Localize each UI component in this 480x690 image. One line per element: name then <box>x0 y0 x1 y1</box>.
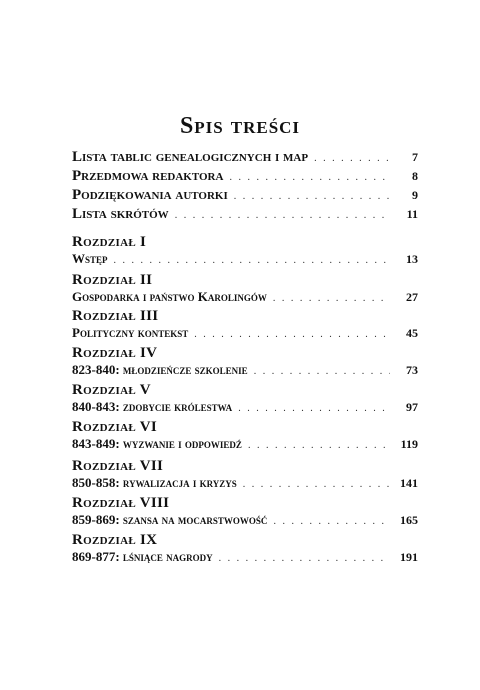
chapter-entry-label: 869-877: lśniące nagrody <box>72 549 213 564</box>
chapter-entry <box>72 289 418 307</box>
leader-dots <box>273 516 390 527</box>
chapter-entry-label: 850-858: rywalizacja i kryzys <box>72 475 237 490</box>
toc-entry <box>72 187 418 205</box>
chapter-heading: Rozdział VI <box>72 419 158 435</box>
chapter-entry-label: Wstęp <box>72 251 108 266</box>
leader-dots <box>238 403 390 414</box>
chapter-entry-page: 27 <box>406 290 418 304</box>
toc-entry <box>72 168 418 186</box>
toc-entry-page: 9 <box>412 188 418 202</box>
chapter-heading: Rozdział VII <box>72 458 164 474</box>
leader-dots <box>248 440 390 451</box>
chapter-heading: Rozdział III <box>72 308 159 324</box>
chapter-entry-label: 843-849: wyzwanie i odpowiedź <box>72 436 242 451</box>
chapter-entry <box>72 325 418 343</box>
toc-entry-page: 8 <box>412 169 418 183</box>
leader-dots <box>314 153 390 164</box>
chapter-entry-page: 119 <box>400 437 418 451</box>
chapter-entry-page: 73 <box>406 363 418 377</box>
chapter-heading: Rozdział V <box>72 382 151 398</box>
leader-dots <box>243 479 390 490</box>
chapter-entry <box>72 475 418 493</box>
toc-entry-page: 11 <box>406 207 418 221</box>
leader-dots <box>194 329 390 340</box>
chapter-entry <box>72 436 418 454</box>
chapter-entry-label: 859-869: szansa na mocarstwowość <box>72 512 268 527</box>
toc-entry <box>72 206 418 224</box>
chapter-entry <box>72 251 418 269</box>
chapter-entry-label: 823-840: młodzieńcze szkolenie <box>72 362 248 377</box>
chapter-heading: Rozdział I <box>72 234 147 250</box>
leader-dots <box>234 191 390 202</box>
page-title: Spis treści <box>179 113 301 139</box>
toc-entry-label: Podziękowania autorki <box>72 187 228 203</box>
chapter-entry-page: 13 <box>406 252 418 266</box>
chapter-entry-label: Gospodarka i państwo Karolingów <box>72 289 267 304</box>
leader-dots <box>114 255 390 266</box>
chapter-entry-page: 141 <box>400 476 418 490</box>
chapter-entry-page: 165 <box>400 513 418 527</box>
chapter-entry <box>72 362 418 380</box>
chapter-entry <box>72 399 418 417</box>
leader-dots <box>254 366 390 377</box>
leader-dots <box>273 293 390 304</box>
chapter-heading: Rozdział II <box>72 272 153 288</box>
leader-dots <box>175 210 390 221</box>
leader-dots <box>219 553 390 564</box>
chapter-entry-label: Polityczny kontekst <box>72 325 189 340</box>
toc-entry-label: Lista skrótów <box>72 206 169 222</box>
chapter-entry <box>72 549 418 567</box>
toc-entry-label: Lista tablic genealogicznych i map <box>72 149 309 165</box>
toc-entry-label: Przedmowa redaktora <box>72 168 224 184</box>
chapter-entry-page: 97 <box>406 400 418 414</box>
toc-entry <box>72 149 418 167</box>
leader-dots <box>229 172 390 183</box>
toc-entry-page: 7 <box>412 150 418 164</box>
chapter-heading: Rozdział IV <box>72 345 158 361</box>
chapter-heading: Rozdział IX <box>72 532 158 548</box>
chapter-heading: Rozdział VIII <box>72 495 170 511</box>
chapter-entry <box>72 512 418 530</box>
chapter-entry-page: 191 <box>400 550 418 564</box>
chapter-entry-label: 840-843: zdobycie królestwa <box>72 399 233 414</box>
chapter-entry-page: 45 <box>406 326 418 340</box>
